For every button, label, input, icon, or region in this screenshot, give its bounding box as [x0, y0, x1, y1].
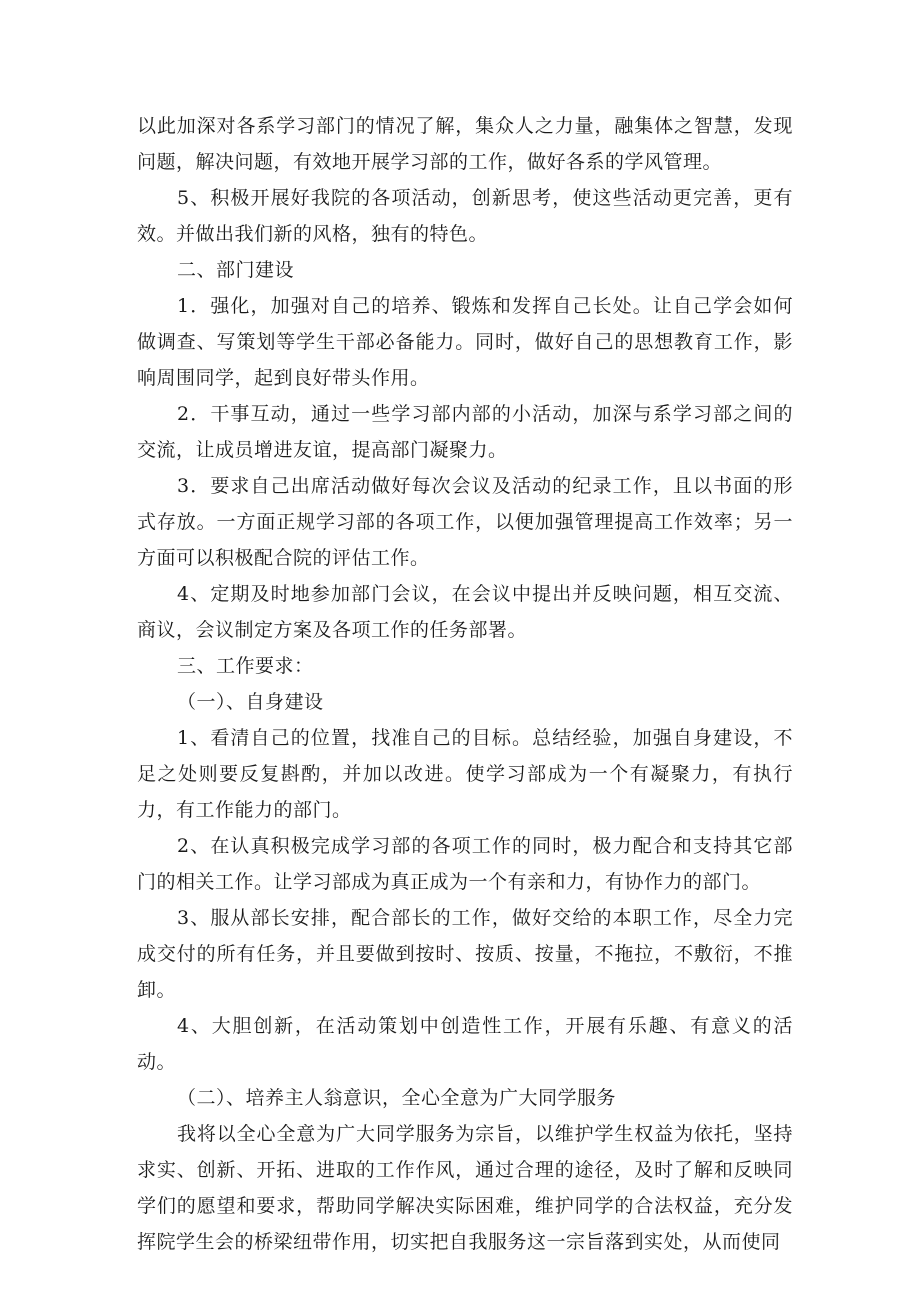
subsection-heading-self: （一）、自身建设 [177, 691, 324, 713]
paragraph-self-4: 4、大胆创新，在活动策划中创造性工作，开展有乐趣、有意义的活动。 [137, 1015, 793, 1073]
section-heading-requirements: 三、工作要求： [177, 655, 314, 677]
subsection-heading-service: （二）、培养主人翁意识，全心全意为广大同学服务 [177, 1087, 617, 1109]
paragraph-item-5: 5、积极开展好我院的各项活动，创新思考，使这些活动更完善，更有效。并做出我们新的风格，独有的特色。 [137, 187, 793, 245]
paragraph-dept-2: 2．干事互动，通过一些学习部内部的小活动，加深与系学习部之间的交流，让成员增进友谊，提高部门凝聚力。 [137, 403, 793, 461]
paragraph-dept-1: 1．强化，加强对自己的培养、锻炼和发挥自己长处。让自己学会如何做调查、写策划等学生干部必备能力。同时，做好自己的思想教育工作，影响周围同学，起到良好带头作用。 [137, 295, 793, 389]
paragraph-continuation: 以此加深对各系学习部门的情况了解，集众人之力量，融集体之智慧，发现问题，解决问题，有效地开展学习部的工作，做好各系的学风管理。 [137, 115, 793, 173]
paragraph-service: 我将以全心全意为广大同学服务为宗旨，以维护学生权益为依托，坚持求实、创新、开拓、进取的工作作风，通过合理的途径，及时了解和反映同学们的愿望和要求，帮助同学解决实际困难，维护同学的合法权益，充分发挥院学生会的桥梁纽带作用，切实把自我服务这一宗旨落到实处，从而使同 [137, 1123, 793, 1253]
paragraph-dept-3: 3．要求自己出席活动做好每次会议及活动的纪录工作，且以书面的形式存放。一方面正规学习部的各项工作，以便加强管理提高工作效率；另一方面可以积极配合院的评估工作。 [137, 475, 793, 569]
paragraph-self-3: 3、服从部长安排，配合部长的工作，做好交给的本职工作，尽全力完成交付的所有任务，并且要做到按时、按质、按量，不拖拉，不敷衍，不推卸。 [137, 907, 793, 1001]
paragraph-self-2: 2、在认真积极完成学习部的各项工作的同时，极力配合和支持其它部门的相关工作。让学习部成为真正成为一个有亲和力，有协作力的部门。 [137, 835, 793, 893]
paragraph-self-1: 1、看清自己的位置，找准自己的目标。总结经验，加强自身建设，不足之处则要反复斟酌，并加以改进。使学习部成为一个有凝聚力，有执行力，有工作能力的部门。 [137, 727, 793, 821]
document-body [137, 108, 793, 1260]
paragraph-dept-4: 4、定期及时地参加部门会议，在会议中提出并反映问题，相互交流、商议，会议制定方案及各项工作的任务部署。 [137, 583, 793, 641]
section-heading-department: 二、部门建设 [177, 259, 295, 281]
